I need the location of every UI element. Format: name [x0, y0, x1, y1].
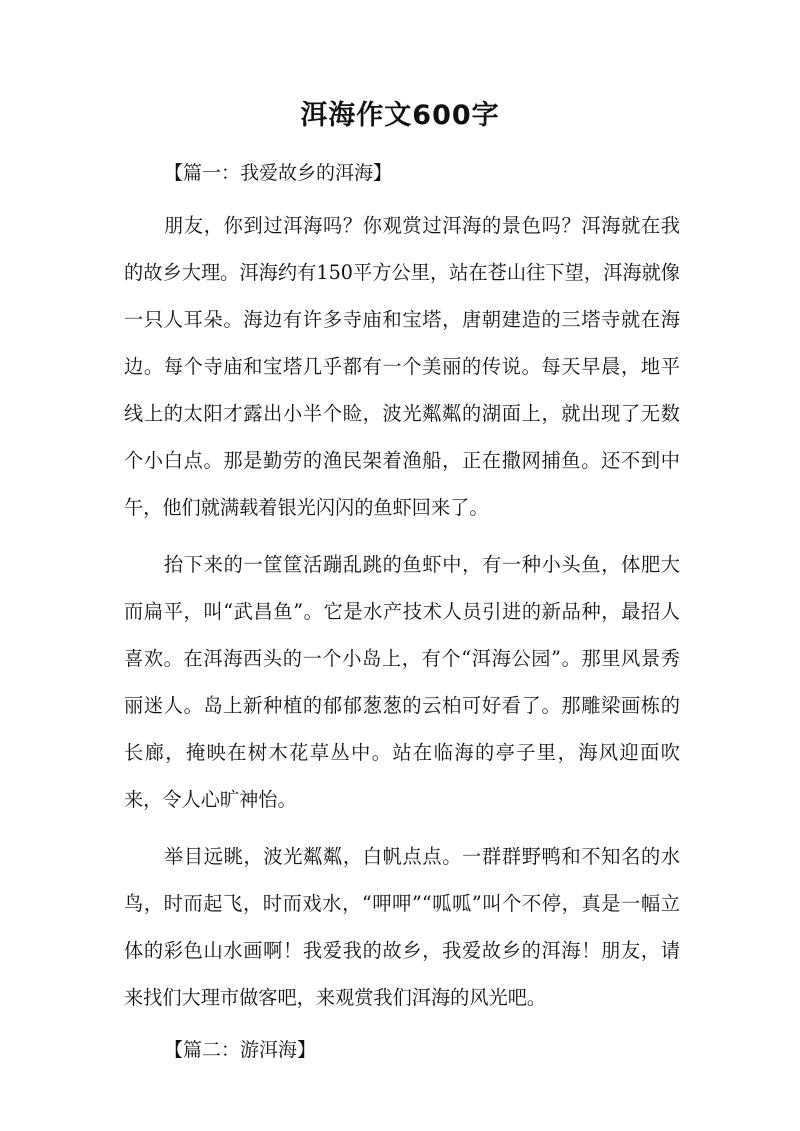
paragraph-2: 抬下来的一筐筐活蹦乱跳的鱼虾中，有一种小头鱼，体肥大而扁平，叫“武昌鱼”。它是水产技术人员引进的新品种，最招人喜欢。在洱海西头的一个小岛上，有个“洱海公园”。那里风景秀丽迷人。岛上新种植的郁郁葱葱的云柏可好看了。那雕梁画栋的长廊，掩映在树木花草丛中。站在临海的亭子里，海风迎面吹来，令人心旷神怡。: [124, 553, 680, 811]
document-title: 洱海作文600字: [300, 100, 500, 131]
paragraph-1: 朋友，你到过洱海吗？你观赏过洱海的景色吗？洱海就在我的故乡大理。洱海约有150平方公里，站在苍山往下望，洱海就像一只人耳朵。海边有许多寺庙和宝塔，唐朝建造的三塔寺就在海边。每个寺庙和宝塔几乎都有一个美丽的传说。每天早晨，地平线上的太阳才露出小半个睑，波光粼粼的湖面上，就出现了无数个小白点。那是勤劳的渔民架着渔船，正在撒网捕鱼。还不到中午，他们就满载着银光闪闪的鱼虾回来了。: [124, 214, 680, 519]
paragraph-3: 举目远眺，波光粼粼，白帆点点。一群群野鸭和不知名的水鸟，时而起飞，时而戏水，“呷呷”“呱呱”叫个不停，真是一幅立体的彩色山水画啊！我爱我的故乡，我爱故乡的洱海！朋友，请来找们大理市做客吧，来观赏我们洱海的风光吧。: [124, 845, 680, 1009]
section-heading-2: 【篇二：游洱海】: [164, 1039, 317, 1061]
section-heading-1: 【篇一：我爱故乡的洱海】: [164, 162, 393, 184]
document-body: [124, 154, 680, 1079]
